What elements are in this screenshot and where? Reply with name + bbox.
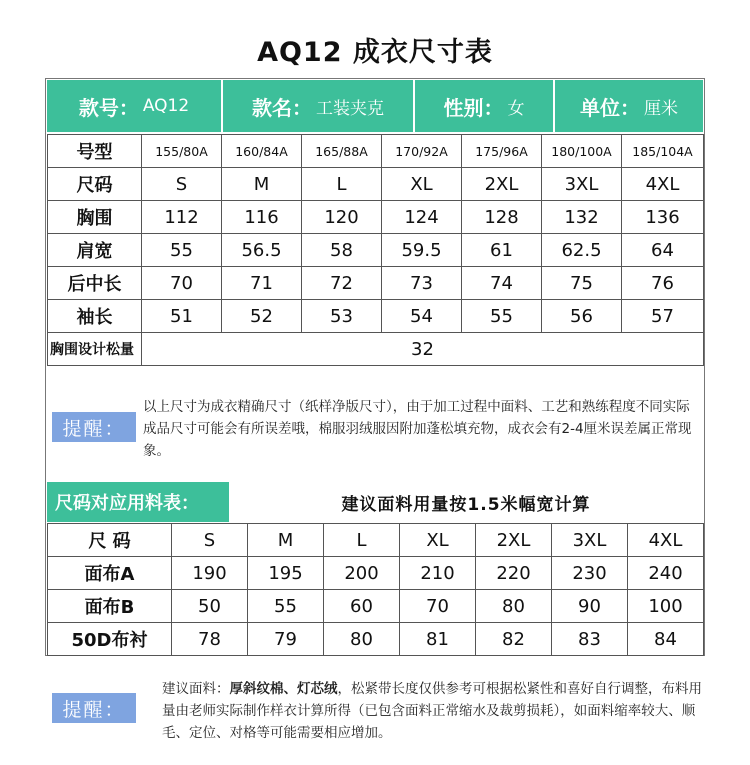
table-cell: 59.5 [382, 234, 462, 267]
table-cell: 2XL [462, 168, 542, 201]
table-cell: 120 [302, 201, 382, 234]
table-cell: 230 [552, 557, 628, 590]
table-cell: 79 [248, 623, 324, 656]
usage-title: 尺码对应用料表： [47, 482, 229, 522]
table-cell: 74 [462, 267, 542, 300]
table-cell: 83 [552, 623, 628, 656]
fabric-note: ，松紧带长度仅供参考可根据松紧性和喜好自行调整，布料用量由老师实际制作样衣计算所得（已包含面料正常缩水及裁剪损耗），如面料缩率较大、顺毛、定位、对格等可能需要相应增加。 [162, 681, 702, 741]
table-cell: 190 [172, 557, 248, 590]
table-row [48, 267, 704, 300]
table-cell: S [142, 168, 222, 201]
table-cell: 82 [476, 623, 552, 656]
table-cell: 72 [302, 267, 382, 300]
table-row [48, 168, 704, 201]
table-cell: M [222, 168, 302, 201]
table-cell: 4XL [622, 168, 704, 201]
table-cell: 240 [628, 557, 704, 590]
table-cell: M [248, 524, 324, 557]
table-cell: 54 [382, 300, 462, 333]
table-cell: 2XL [476, 524, 552, 557]
table-cell: 61 [462, 234, 542, 267]
fabric-prefix: 建议面料： [162, 681, 230, 697]
table-cell: XL [400, 524, 476, 557]
table-cell: 55 [462, 300, 542, 333]
unit-label: 单位： [580, 95, 640, 120]
table-cell: 56 [542, 300, 622, 333]
table-cell: 112 [142, 201, 222, 234]
usage-table [47, 523, 704, 656]
row-header: 后中长 [48, 267, 142, 300]
table-cell: 100 [628, 590, 704, 623]
model-cell: 165/88A [302, 135, 382, 168]
table-row [48, 135, 704, 168]
table-cell: 60 [324, 590, 400, 623]
table-cell: 195 [248, 557, 324, 590]
table-cell: 3XL [542, 168, 622, 201]
table-cell: 136 [622, 201, 704, 234]
table-cell: 64 [622, 234, 704, 267]
row-header: 胸围 [48, 201, 142, 234]
table-cell: 51 [142, 300, 222, 333]
table-cell: 73 [382, 267, 462, 300]
style-name-cell [223, 80, 415, 132]
table-cell: 80 [476, 590, 552, 623]
gender-label: 性别： [443, 95, 504, 120]
table-cell: 57 [622, 300, 704, 333]
table-cell: 76 [622, 267, 704, 300]
reminder-badge: 提醒： [52, 412, 136, 442]
row-header: 50D布衬 [48, 623, 172, 656]
table-row [48, 333, 704, 366]
model-cell: 180/100A [542, 135, 622, 168]
table-cell: L [302, 168, 382, 201]
table-cell: 50 [172, 590, 248, 623]
table-cell: 70 [142, 267, 222, 300]
table-cell: 90 [552, 590, 628, 623]
table-cell: 200 [324, 557, 400, 590]
table-cell: 3XL [552, 524, 628, 557]
style-number-cell [47, 80, 223, 132]
table-cell: 55 [248, 590, 324, 623]
ease-value-cell: 32 [142, 333, 704, 366]
table-row [48, 234, 704, 267]
gender-cell [415, 80, 555, 132]
table-cell: 4XL [628, 524, 704, 557]
row-header: 肩宽 [48, 234, 142, 267]
table-cell: 210 [400, 557, 476, 590]
style-name-value: 工装夹克 [316, 98, 384, 119]
table-cell: 220 [476, 557, 552, 590]
model-cell: 155/80A [142, 135, 222, 168]
table-cell: 56.5 [222, 234, 302, 267]
table-row [48, 201, 704, 234]
table-cell: 124 [382, 201, 462, 234]
size-table [47, 134, 704, 366]
table-cell: 71 [222, 267, 302, 300]
style-number-value: AQ12 [142, 96, 190, 116]
size-reminder [47, 372, 703, 480]
table-row [48, 623, 704, 656]
row-header: 面布A [48, 557, 172, 590]
row-header: 尺码 [48, 168, 142, 201]
row-header: 号型 [48, 135, 142, 168]
row-header: 面布B [48, 590, 172, 623]
table-cell: S [172, 524, 248, 557]
fabric-names: 厚斜纹棉、灯芯绒 [229, 681, 338, 697]
table-cell: 52 [222, 300, 302, 333]
table-cell: 58 [302, 234, 382, 267]
fabric-reminder-text [162, 678, 702, 744]
row-header: 尺 码 [48, 524, 172, 557]
model-cell: 175/96A [462, 135, 542, 168]
gender-value: 女 [507, 98, 525, 119]
table-cell: L [324, 524, 400, 557]
reminder-text: 以上尺寸为成衣精确尺寸（纸样净版尺寸），由于加工过程中面料、工艺和熟练程度不同实际成品尺寸可能会有所误差哦，棉服羽绒服因附加蓬松填充物，成衣会有2-4厘米误差属正常现象。 [143, 399, 692, 459]
table-row [48, 524, 704, 557]
unit-cell [555, 80, 703, 132]
table-cell: 128 [462, 201, 542, 234]
page-title: AQ12 成衣尺寸表 [257, 37, 493, 68]
fabric-reminder-badge: 提醒： [52, 693, 136, 723]
style-name-label: 款名： [252, 95, 312, 120]
usage-header [47, 482, 703, 522]
model-cell: 185/104A [622, 135, 704, 168]
table-cell: 55 [142, 234, 222, 267]
model-cell: 160/84A [222, 135, 302, 168]
info-header-bar [47, 80, 703, 132]
table-cell: 80 [324, 623, 400, 656]
table-row [48, 300, 704, 333]
row-header: 胸围设计松量 [48, 333, 142, 366]
table-cell: 116 [222, 201, 302, 234]
model-cell: 170/92A [382, 135, 462, 168]
table-cell: 62.5 [542, 234, 622, 267]
table-cell: XL [382, 168, 462, 201]
table-row [48, 590, 704, 623]
table-cell: 70 [400, 590, 476, 623]
table-cell: 132 [542, 201, 622, 234]
table-cell: 84 [628, 623, 704, 656]
unit-value: 厘米 [644, 98, 678, 119]
table-cell: 53 [302, 300, 382, 333]
table-row [48, 557, 704, 590]
table-cell: 81 [400, 623, 476, 656]
table-cell: 78 [172, 623, 248, 656]
row-header: 袖长 [48, 300, 142, 333]
table-cell: 75 [542, 267, 622, 300]
style-number-label: 款号： [78, 95, 139, 120]
usage-calc-note: 建议面料用量按1.5米幅宽计算 [341, 494, 591, 515]
